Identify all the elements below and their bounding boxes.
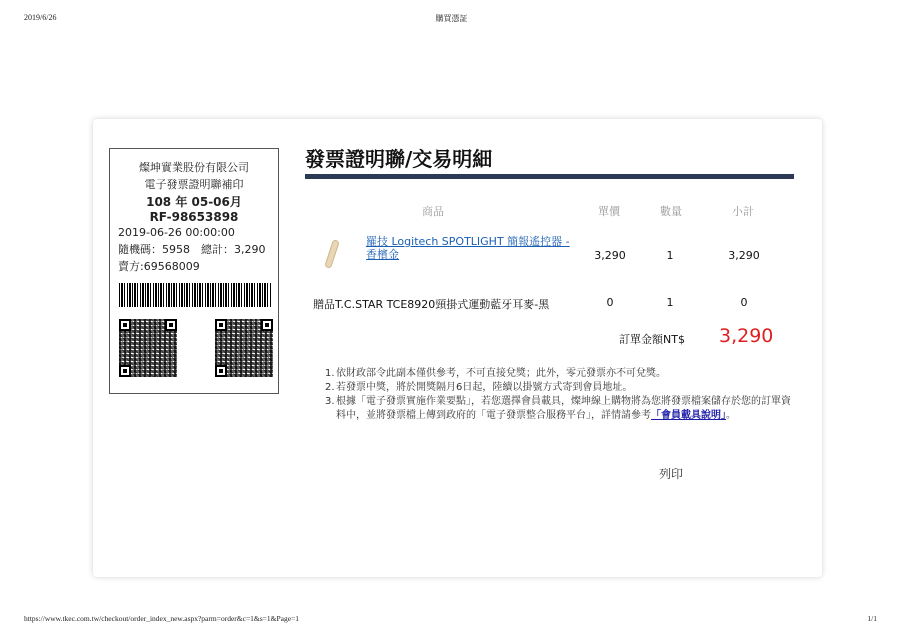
- print-footer-page: 1/1: [867, 614, 877, 623]
- title-divider: [305, 174, 794, 179]
- page-title: 發票證明聯/交易明細: [305, 147, 493, 171]
- col-header-subtotal: 小計: [732, 205, 754, 218]
- note-item: 1. 依財政部令此副本僅供參考，不可直接兌獎；此外，零元發票亦不可兌獎。: [325, 368, 666, 379]
- gift-item-name: 贈品T.C.STAR TCE8920頸掛式運動藍牙耳麥-黑: [313, 298, 550, 311]
- gift-quantity: 1: [666, 296, 674, 309]
- receipt-card: [93, 119, 822, 577]
- order-total-label: 訂單金額NT$: [619, 333, 685, 346]
- note-item: 2. 若發票中獎，將於開獎隔月6日起，陸續以掛號方式寄到會員地址。: [325, 382, 633, 393]
- print-footer-url: https://www.tkec.com.tw/checkout/order_index_new.aspx?parm=order&c=1&s=1&Page=1: [24, 614, 300, 623]
- notes-list: [325, 367, 795, 423]
- print-header-date: 2019/6/26: [24, 13, 57, 22]
- invoice-barcode: [119, 283, 271, 307]
- member-carrier-link[interactable]: 「會員載具說明」: [651, 410, 726, 421]
- print-button[interactable]: 列印: [659, 467, 684, 481]
- invoice-period: 108 年 05-06月: [146, 195, 242, 209]
- item-unit-price: 3,290: [594, 249, 626, 262]
- gift-unit-price: 0: [606, 296, 614, 309]
- gift-subtotal: 0: [740, 296, 748, 309]
- col-header-unit-price: 單價: [598, 205, 620, 218]
- invoice-number: RF-98653898: [149, 210, 239, 224]
- invoice-qr-right: [215, 319, 273, 377]
- invoice-qr-left: [119, 319, 177, 377]
- product-link[interactable]: 羅技 Logitech SPOTLIGHT 簡報遙控器 - 香檳金: [366, 235, 570, 261]
- e-invoice-proof: [109, 148, 279, 394]
- col-header-quantity: 數量: [660, 205, 682, 218]
- col-header-product: 商品: [422, 205, 444, 218]
- item-quantity: 1: [666, 249, 674, 262]
- product-thumbnail[interactable]: [325, 239, 339, 269]
- invoice-seller: 賣方:69568009: [118, 260, 200, 273]
- note-item: 3. 根據「電子發票實施作業要點」，若您選擇會員載具，燦坤線上購物將為您將發票檔案儲存於您的訂單資料中，並將發票檔上傳到政府的「電子發票整合服務平台」，詳情請參考「會員載具說明」。: [325, 396, 791, 421]
- order-total-amount: 3,290: [719, 325, 774, 347]
- invoice-random-total: 隨機碼：5958 總計：3,290: [118, 243, 266, 256]
- print-header-title: 購買憑証: [435, 14, 468, 23]
- invoice-doc-title: 電子發票證明聯補印: [144, 178, 244, 191]
- invoice-company: 燦坤實業股份有限公司: [139, 161, 249, 174]
- invoice-datetime: 2019-06-26 00:00:00: [118, 226, 235, 239]
- item-subtotal: 3,290: [728, 249, 760, 262]
